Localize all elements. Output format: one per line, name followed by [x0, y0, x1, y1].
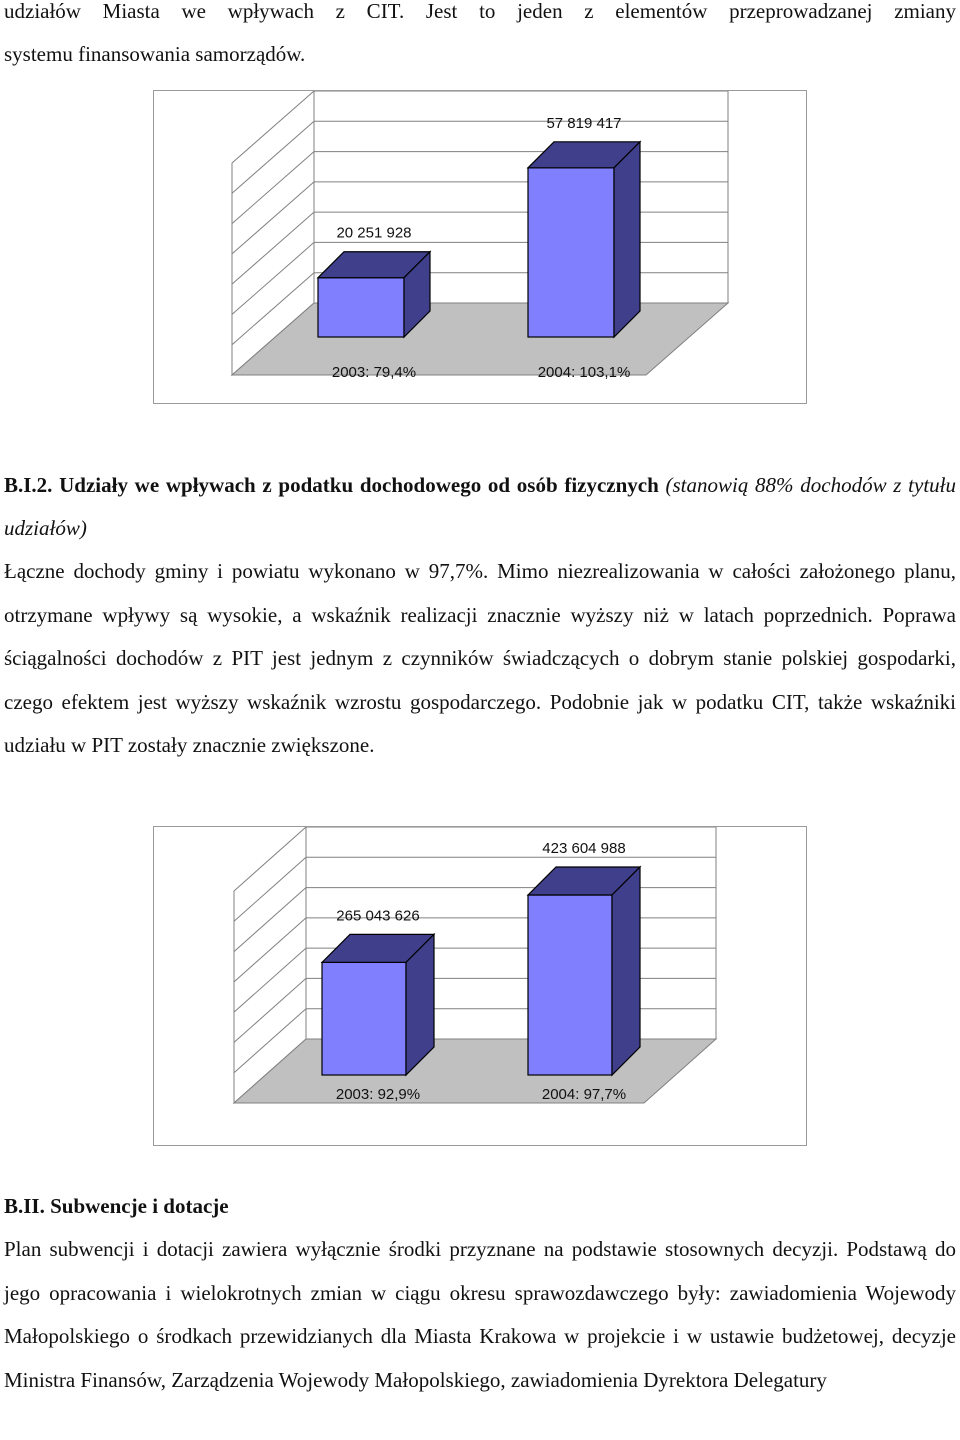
category-label: 2004: 97,7%	[541, 1086, 627, 1103]
chart-plot-area	[232, 91, 728, 381]
cit-bar-chart-svg	[154, 91, 806, 403]
section-b-ii-heading: B.II. Subwencje i dotacje	[4, 1194, 229, 1218]
section-b-i-2-title: B.I.2. Udziały we wpływach z podatku dochodowego od osób fizycznych	[4, 473, 659, 497]
bar-front	[318, 278, 404, 337]
bar-value-label: 20 251 928	[336, 224, 412, 242]
bar-side	[614, 142, 640, 337]
intro-line-2: systemu finansowania samorządów.	[4, 42, 306, 66]
bar-front	[322, 962, 406, 1075]
chart-plot-area	[234, 827, 716, 1103]
section-b-i-2-subtitle: (stanowią 88% dochodów z tytułu udziałów)	[4, 473, 956, 540]
pit-bar-chart	[153, 826, 807, 1146]
bar-side	[612, 867, 640, 1075]
section-b-i-2-heading	[4, 464, 956, 550]
bar-value-label: 57 819 417	[546, 114, 622, 132]
bar-value-label: 265 043 626	[336, 907, 420, 925]
section-b-ii-paragraph: Plan subwencji i dotacji zawiera wyłącznie środki przyznane na podstawie stosownych decyzji. Podstawą do jego opracowania i wielokrotnych zmian w ciągu okresu sprawozdawczego były: zawiadomienia Wojewody Małopolskiego o środkach przewidzianych dla Miasta Krakowa w projekcie i w ustawie budżetowej, decyzje Ministra Finansów, Zarządzenia Wojewody Małopolskiego, zawiadomienia Dyrektora Delegatury	[4, 1237, 956, 1392]
chart-floor	[234, 1039, 716, 1103]
section-b-i-2-paragraph: Łączne dochody gminy i powiatu wykonano w 97,7%. Mimo niezrealizowania w całości założonego planu, otrzymane wpływy są wysokie, a wskaźnik realizacji znacznie wyższy niż w latach poprzednich. Poprawa ściągalności dochodów z PIT jest jednym z czynników świadczących o dobrym stanie polskiej gospodarki, czego efektem jest wyższy wskaźnik wzrostu gospodarczego. Podobnie jak w podatku CIT, także wskaźniki udziału w PIT zostały znacznie zwiększone.	[4, 559, 956, 757]
bar-front	[528, 168, 614, 337]
intro-line-1: udziałów Miasta we wpływach z CIT. Jest to jeden z elementów przeprowadzanej zmiany	[4, 0, 956, 23]
bar-front	[528, 895, 612, 1075]
category-label: 2004: 103,1%	[537, 364, 631, 381]
bar-value-label: 423 604 988	[542, 840, 626, 857]
category-label: 2003: 92,9%	[335, 1086, 421, 1103]
cit-bar-chart	[153, 90, 807, 404]
category-label: 2003: 79,4%	[331, 364, 417, 381]
chart-floor	[232, 303, 728, 375]
pit-bar-chart-svg	[154, 827, 806, 1145]
